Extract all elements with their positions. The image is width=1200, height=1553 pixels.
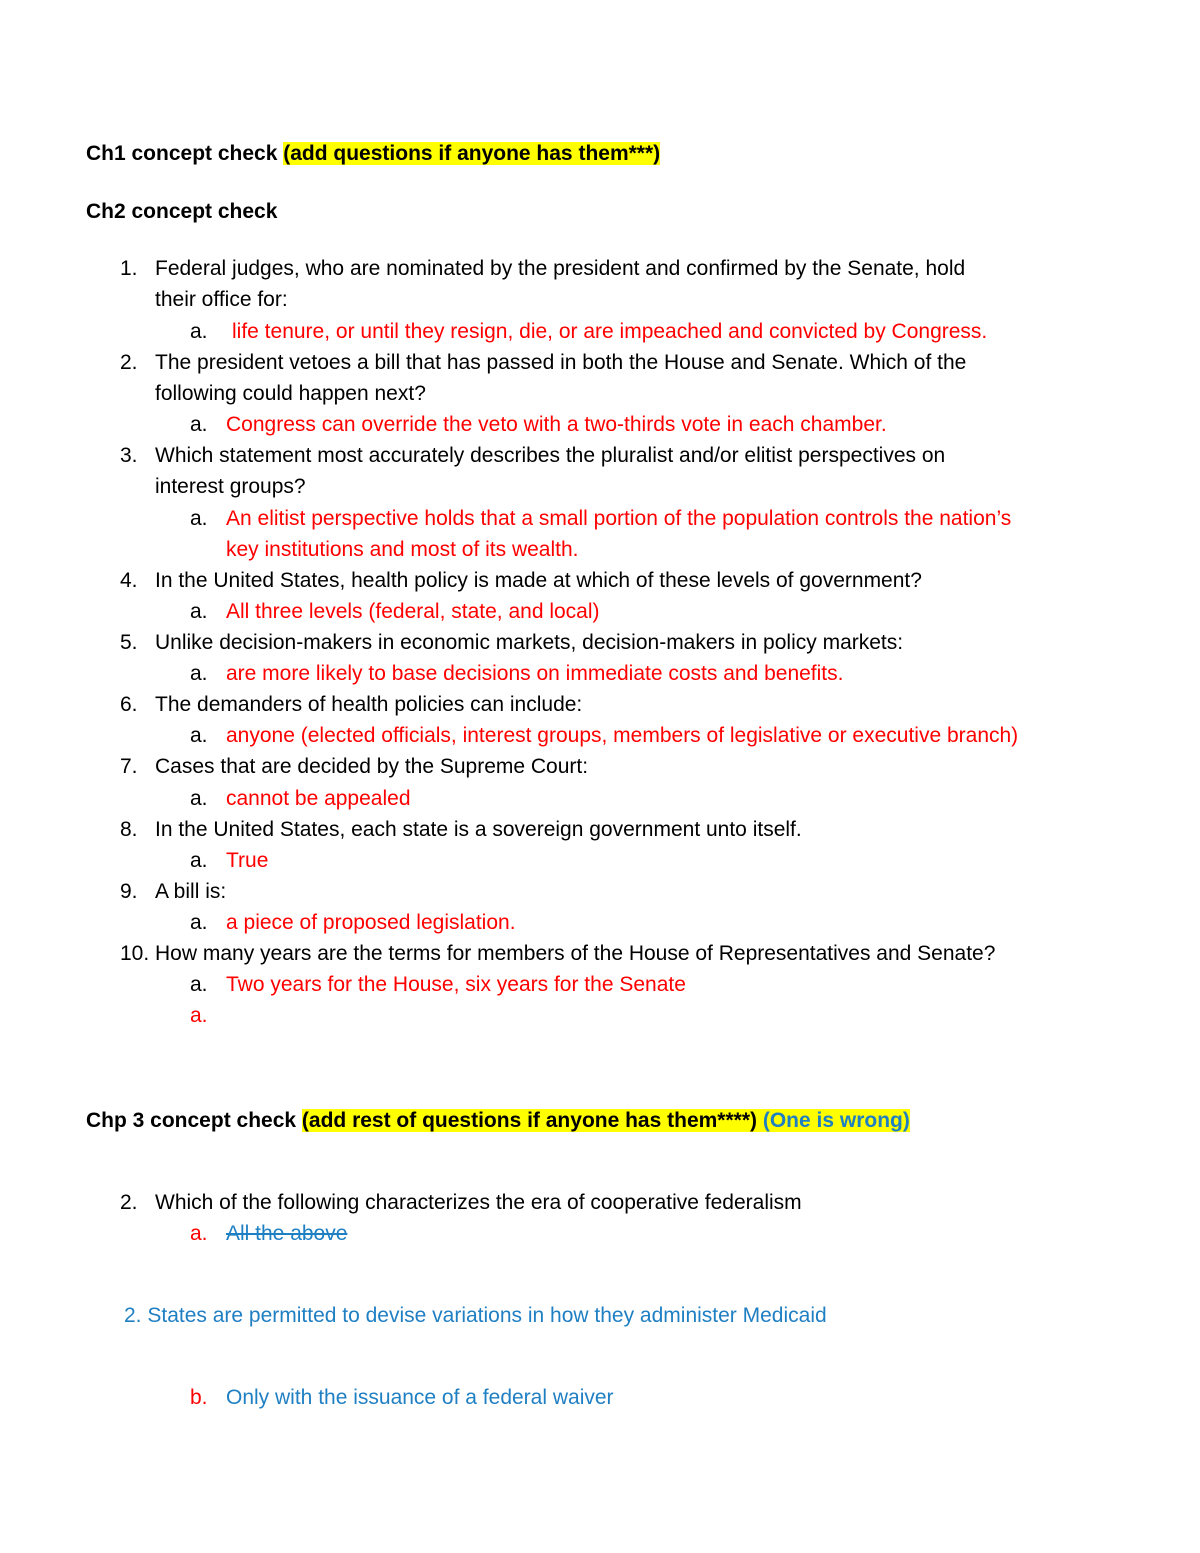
q3-answer-1: An elitist perspective holds that a small portion of the population controls the nation’s (226, 507, 1012, 530)
q2-answer-mark: a. (190, 413, 208, 436)
q10-number: 10. (120, 942, 150, 965)
q4-text: In the United States, health policy is made at which of these levels of government? (155, 569, 922, 592)
q3-answer-mark: a. (190, 507, 208, 530)
q1-number: 1. (120, 257, 138, 280)
q5-answer-mark: a. (190, 662, 208, 685)
q6-text: The demanders of health policies can include: (155, 693, 583, 716)
q3-text-2: interest groups? (155, 475, 306, 498)
q10-empty-answer-mark: a. (190, 1004, 208, 1027)
ch3-q2b-text: 2. States are permitted to devise variations in how they administer Medicaid (124, 1304, 827, 1327)
q1-answer: life tenure, or until they resign, die, or are impeached and convicted by Congress. (232, 320, 988, 343)
q5-number: 5. (120, 631, 138, 654)
q6-answer-mark: a. (190, 724, 208, 747)
q4-answer-mark: a. (190, 600, 208, 623)
ch1-title: Ch1 concept check (86, 142, 284, 165)
q4-number: 4. (120, 569, 138, 592)
ch3-wrong-note: (One is wrong) (762, 1109, 910, 1132)
ch3-title: Chp 3 concept check (86, 1109, 302, 1132)
q1-text-2: their office for: (155, 288, 288, 311)
q8-answer: True (226, 849, 269, 872)
q2-text-2: following could happen next? (155, 382, 426, 405)
q8-text: In the United States, each state is a sovereign government unto itself. (155, 818, 802, 841)
q6-answer: anyone (elected officials, interest groups, members of legislative or executive branch) (226, 724, 1019, 747)
q8-answer-mark: a. (190, 849, 208, 872)
q3-text-1: Which statement most accurately describes the pluralist and/or elitist perspectives on (155, 444, 946, 467)
ch3-q2-answer-struck: All the above (226, 1222, 348, 1245)
ch3-qb-answer-mark: b. (190, 1386, 208, 1409)
q10-answer-mark: a. (190, 973, 208, 996)
ch2-title: Ch2 concept check (86, 200, 278, 223)
q8-number: 8. (120, 818, 138, 841)
ch1-heading (86, 142, 660, 166)
q1-text-1: Federal judges, who are nominated by the president and confirmed by the Senate, hold (155, 257, 966, 280)
q9-answer: a piece of proposed legislation. (226, 911, 516, 934)
q7-number: 7. (120, 755, 138, 778)
q9-text: A bill is: (155, 880, 227, 903)
q3-answer-2: key institutions and most of its wealth. (226, 538, 579, 561)
q2-answer: Congress can override the veto with a two-thirds vote in each chamber. (226, 413, 887, 436)
ch1-note: (add questions if anyone has them***) (283, 142, 661, 165)
ch3-q2-answer-mark: a. (190, 1222, 208, 1245)
q7-text: Cases that are decided by the Supreme Court: (155, 755, 589, 778)
q6-number: 6. (120, 693, 138, 716)
q1-answer-mark: a. (190, 320, 208, 343)
q3-number: 3. (120, 444, 138, 467)
ch3-q2-number: 2. (120, 1191, 138, 1214)
ch3-heading (86, 1109, 910, 1133)
q7-answer: cannot be appealed (226, 787, 411, 810)
q5-text: Unlike decision-makers in economic markets, decision-makers in policy markets: (155, 631, 904, 654)
q10-text: How many years are the terms for members of the House of Representatives and Senate? (155, 942, 996, 965)
q9-number: 9. (120, 880, 138, 903)
ch3-q2-text: Which of the following characterizes the era of cooperative federalism (155, 1191, 802, 1214)
q2-number: 2. (120, 351, 138, 374)
q2-text-1: The president vetoes a bill that has passed in both the House and Senate. Which of the (155, 351, 967, 374)
q10-answer: Two years for the House, six years for the Senate (226, 973, 686, 996)
q4-answer: All three levels (federal, state, and local) (226, 600, 600, 623)
ch3-note: (add rest of questions if anyone has them****) (301, 1109, 757, 1132)
q5-answer: are more likely to base decisions on immediate costs and benefits. (226, 662, 844, 685)
ch3-qb-answer: Only with the issuance of a federal waiver (226, 1386, 614, 1409)
q7-answer-mark: a. (190, 787, 208, 810)
q9-answer-mark: a. (190, 911, 208, 934)
